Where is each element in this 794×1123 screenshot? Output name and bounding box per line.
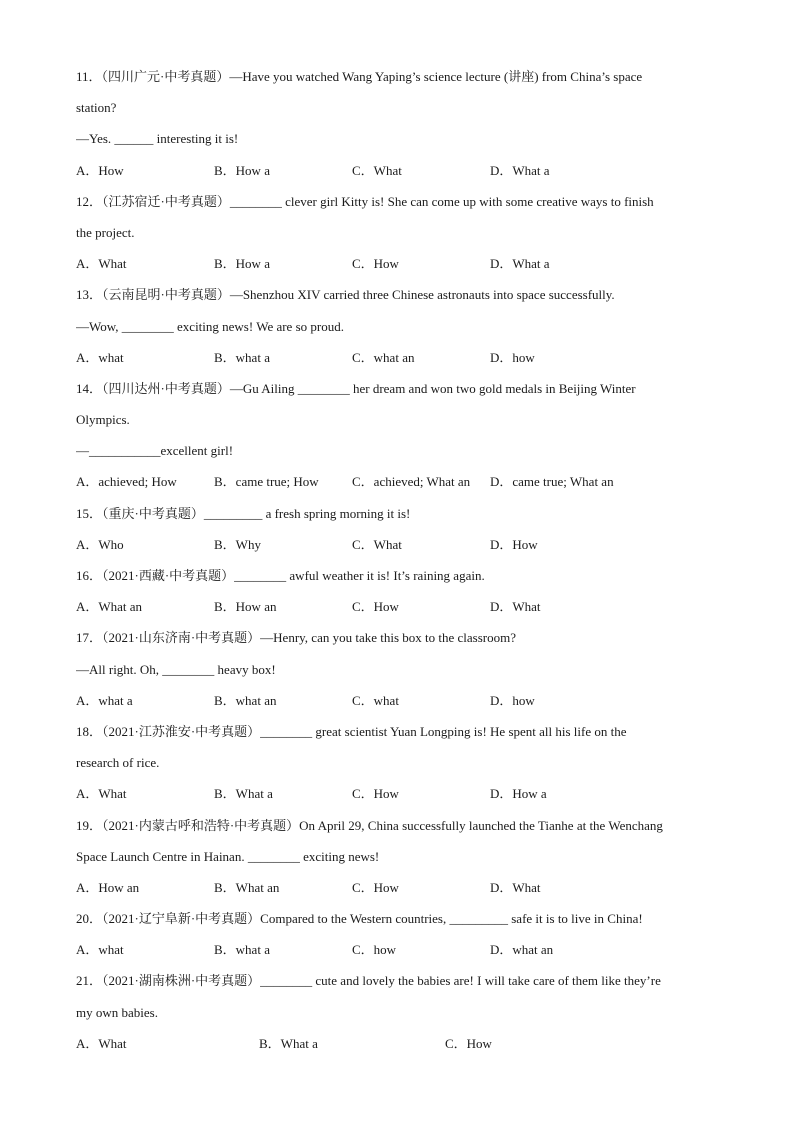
option-d: D．what an	[490, 942, 554, 958]
option-d: D．What a	[490, 162, 550, 178]
option-b: B．what a	[214, 349, 270, 365]
option-a: A．Who	[76, 536, 124, 552]
question-item	[76, 716, 726, 810]
option-c: C．What	[352, 536, 402, 552]
option-row	[76, 685, 726, 716]
option-b: B．How an	[214, 599, 277, 615]
option-row	[76, 934, 726, 965]
option-row	[76, 872, 726, 903]
question-text: —___________excellent girl!	[76, 443, 234, 459]
question-item	[76, 965, 726, 1059]
option-row	[76, 248, 726, 279]
option-a: A．What	[76, 256, 127, 272]
option-a: A．what	[76, 942, 124, 958]
question-text: 19．（2021·内蒙古呼和浩特·中考真题）On April 29, China successfully launched the Tianhe at the Wenchang	[76, 817, 663, 833]
option-b: B．How a	[214, 256, 270, 272]
option-c: C．How	[352, 786, 399, 802]
option-c: C．How	[352, 879, 399, 895]
option-b: B．what a	[214, 942, 270, 958]
question-text: 12．（江苏宿迁·中考真题）________ clever girl Kitty is! She can come up with some creative ways to finish	[76, 193, 654, 209]
option-d: D．How a	[490, 786, 547, 802]
question-list	[76, 61, 726, 1059]
question-text: 13．（云南昆明·中考真题）—Shenzhou XIV carried three Chinese astronauts into space successfully.	[76, 287, 615, 303]
option-d: D．What	[490, 599, 541, 615]
question-text: —All right. Oh, ________ heavy box!	[76, 661, 276, 677]
option-a: A．what a	[76, 692, 133, 708]
option-c: C．achieved; What an	[352, 474, 471, 490]
option-a: A．achieved; How	[76, 474, 177, 490]
question-text: 21．（2021·湖南株洲·中考真题）________ cute and lovely the babies are! I will take care of them like they’re	[76, 973, 661, 989]
option-row	[76, 591, 726, 622]
question-item	[76, 903, 726, 965]
question-item	[76, 622, 726, 716]
option-row	[76, 155, 726, 186]
question-text: Olympics.	[76, 412, 130, 428]
question-item	[76, 498, 726, 560]
option-d: D．What a	[490, 256, 550, 272]
question-text: 18．（2021·江苏淮安·中考真题）________ great scientist Yuan Longping is! He spent all his life on the	[76, 723, 627, 739]
option-b: B．How a	[214, 162, 270, 178]
question-item	[76, 810, 726, 904]
question-text: research of rice.	[76, 755, 160, 771]
option-a: A．How an	[76, 879, 140, 895]
question-item	[76, 61, 726, 186]
question-item	[76, 560, 726, 622]
option-row	[76, 342, 726, 373]
question-text: the project.	[76, 224, 135, 240]
option-a: A．What	[76, 1035, 127, 1051]
question-text: 17．（2021·山东济南·中考真题）—Henry, can you take this box to the classroom?	[76, 630, 517, 646]
option-a: A．What an	[76, 599, 143, 615]
option-b: B．What a	[214, 786, 273, 802]
question-text: 16．（2021·西藏·中考真题）________ awful weather it is! It’s raining again.	[76, 568, 485, 583]
question-text: Space Launch Centre in Hainan. ________ exciting news!	[76, 848, 380, 864]
option-a: A．How	[76, 162, 124, 178]
question-text: 15．（重庆·中考真题）_________ a fresh spring morning it is!	[76, 505, 411, 521]
question-text: 14．（四川达州·中考真题）—Gu Ailing ________ her dream and won two gold medals in Beijing Winter	[76, 380, 636, 396]
option-b: B．What an	[214, 879, 280, 895]
option-a: A．what	[76, 349, 124, 365]
option-c: C．How	[445, 1035, 492, 1051]
option-b: B．came true; How	[214, 474, 319, 490]
question-text: —Wow, ________ exciting news! We are so proud.	[76, 318, 344, 334]
option-d: D．How	[490, 536, 538, 552]
option-c: C．what	[352, 692, 399, 708]
option-c: C．What	[352, 162, 402, 178]
question-item	[76, 279, 726, 373]
option-c: C．How	[352, 599, 399, 615]
option-row	[76, 466, 726, 497]
option-d: D．how	[490, 349, 535, 365]
question-text: —Yes. ______ interesting it is!	[76, 131, 239, 147]
option-b: B．what an	[214, 692, 277, 708]
option-b: B．What a	[259, 1035, 318, 1051]
option-c: C．what an	[352, 349, 415, 365]
option-row	[76, 778, 726, 809]
option-row	[76, 529, 726, 560]
option-b: B．Why	[214, 536, 261, 552]
option-row	[76, 1028, 726, 1059]
question-text: 20．（2021·辽宁阜新·中考真题）Compared to the Western countries, _________ safe it is to live in China!	[76, 911, 643, 927]
option-d: D．came true; What an	[490, 474, 614, 490]
question-text: my own babies.	[76, 1004, 158, 1020]
option-c: C．how	[352, 942, 397, 958]
question-text: station?	[76, 100, 117, 116]
question-item	[76, 373, 726, 498]
option-c: C．How	[352, 256, 399, 272]
option-d: D．how	[490, 692, 535, 708]
option-a: A．What	[76, 786, 127, 802]
question-item	[76, 186, 726, 280]
option-d: D．What	[490, 879, 541, 895]
question-text: 11．（四川广元·中考真题）—Have you watched Wang Yaping’s science lecture (讲座) from China’s space	[76, 69, 643, 84]
